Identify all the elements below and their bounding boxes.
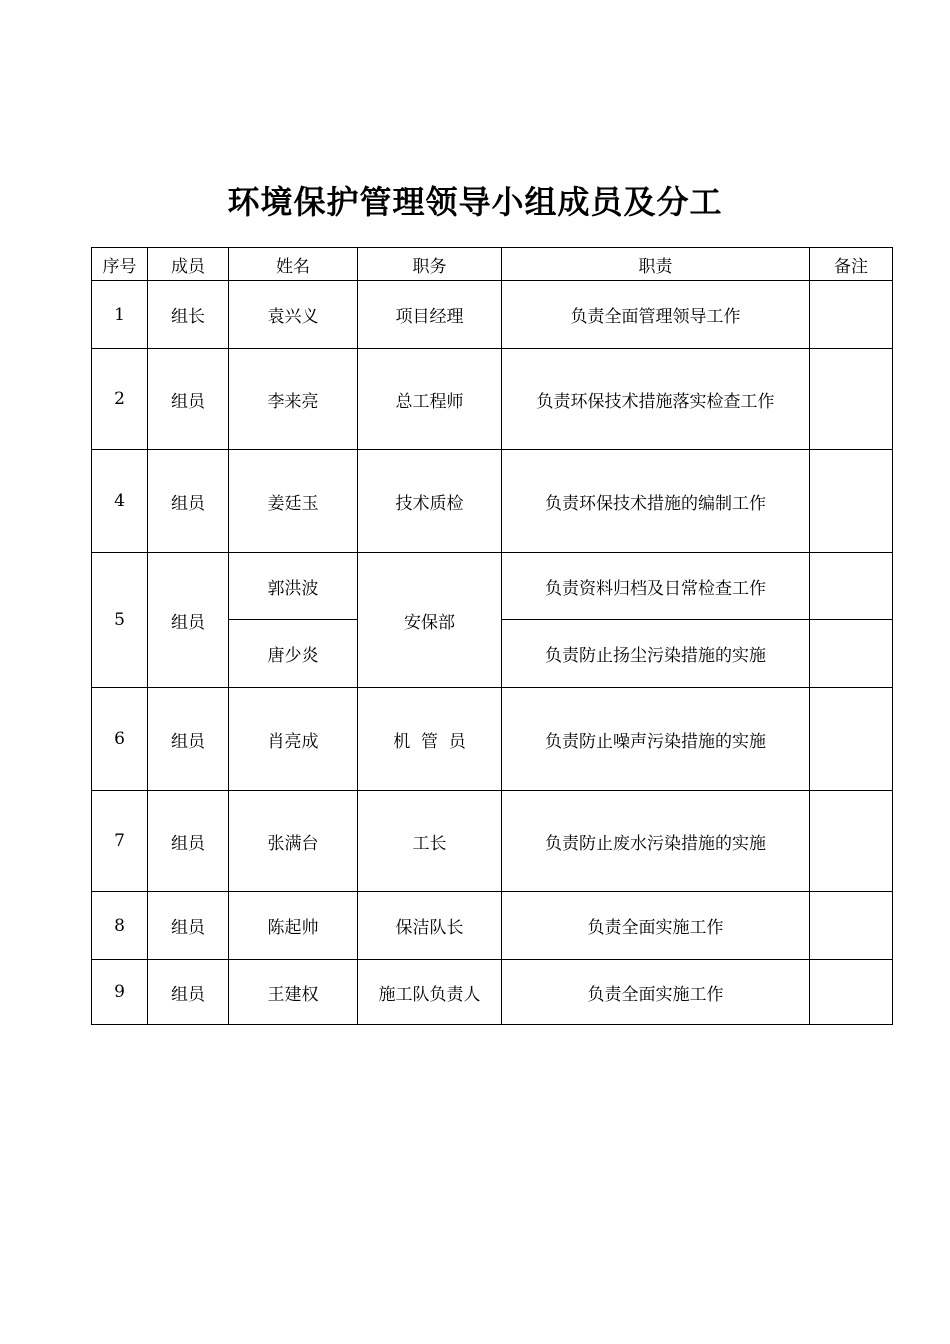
cell-position: 技术质检 xyxy=(358,450,502,553)
cell-duty: 负责防止噪声污染措施的实施 xyxy=(502,688,810,791)
cell-remark xyxy=(810,450,893,553)
cell-position: 工长 xyxy=(358,791,502,892)
cell-member: 组员 xyxy=(148,349,229,450)
cell-remark xyxy=(810,620,893,688)
table-row xyxy=(92,960,893,1025)
cell-duty: 负责防止废水污染措施的实施 xyxy=(502,791,810,892)
header-name: 姓名 xyxy=(229,248,358,281)
cell-position: 机 管 员 xyxy=(358,688,502,791)
cell-name: 郭洪波 xyxy=(229,553,358,620)
table-row xyxy=(92,688,893,791)
cell-duty: 负责环保技术措施落实检查工作 xyxy=(502,349,810,450)
cell-name: 姜廷玉 xyxy=(229,450,358,553)
cell-member: 组员 xyxy=(148,553,229,688)
cell-seq: 1 xyxy=(92,281,148,349)
table-row xyxy=(92,450,893,553)
table-header-row xyxy=(92,248,893,281)
cell-seq: 7 xyxy=(92,791,148,892)
cell-remark xyxy=(810,791,893,892)
cell-name: 袁兴义 xyxy=(229,281,358,349)
cell-seq: 4 xyxy=(92,450,148,553)
table-row xyxy=(92,281,893,349)
cell-remark xyxy=(810,688,893,791)
cell-duty: 负责防止扬尘污染措施的实施 xyxy=(502,620,810,688)
cell-seq: 5 xyxy=(92,553,148,688)
cell-position: 项目经理 xyxy=(358,281,502,349)
cell-member: 组员 xyxy=(148,688,229,791)
cell-seq: 6 xyxy=(92,688,148,791)
table-row xyxy=(92,892,893,960)
table-row xyxy=(92,791,893,892)
cell-name: 张满台 xyxy=(229,791,358,892)
cell-position: 总工程师 xyxy=(358,349,502,450)
header-remark: 备注 xyxy=(810,248,893,281)
cell-seq: 9 xyxy=(92,960,148,1025)
cell-position: 安保部 xyxy=(358,553,502,688)
cell-member: 组长 xyxy=(148,281,229,349)
header-seq: 序号 xyxy=(92,248,148,281)
header-duty: 职责 xyxy=(502,248,810,281)
cell-remark xyxy=(810,892,893,960)
cell-name: 王建权 xyxy=(229,960,358,1025)
cell-name: 唐少炎 xyxy=(229,620,358,688)
cell-remark xyxy=(810,553,893,620)
cell-duty: 负责全面实施工作 xyxy=(502,960,810,1025)
header-position: 职务 xyxy=(358,248,502,281)
cell-remark xyxy=(810,349,893,450)
cell-duty: 负责资料归档及日常检查工作 xyxy=(502,553,810,620)
cell-seq: 8 xyxy=(92,892,148,960)
cell-duty: 负责全面管理领导工作 xyxy=(502,281,810,349)
team-roster-table xyxy=(91,247,893,1025)
page-title: 环境保护管理领导小组成员及分工 xyxy=(227,183,723,221)
cell-name: 李来亮 xyxy=(229,349,358,450)
cell-name: 陈起帅 xyxy=(229,892,358,960)
cell-remark xyxy=(810,960,893,1025)
cell-remark xyxy=(810,281,893,349)
table-row xyxy=(92,349,893,450)
cell-position: 施工队负责人 xyxy=(358,960,502,1025)
cell-member: 组员 xyxy=(148,892,229,960)
header-member: 成员 xyxy=(148,248,229,281)
cell-position: 保洁队长 xyxy=(358,892,502,960)
table-row xyxy=(92,553,893,620)
cell-duty: 负责全面实施工作 xyxy=(502,892,810,960)
cell-member: 组员 xyxy=(148,960,229,1025)
cell-member: 组员 xyxy=(148,450,229,553)
cell-name: 肖亮成 xyxy=(229,688,358,791)
cell-duty: 负责环保技术措施的编制工作 xyxy=(502,450,810,553)
cell-member: 组员 xyxy=(148,791,229,892)
cell-seq: 2 xyxy=(92,349,148,450)
